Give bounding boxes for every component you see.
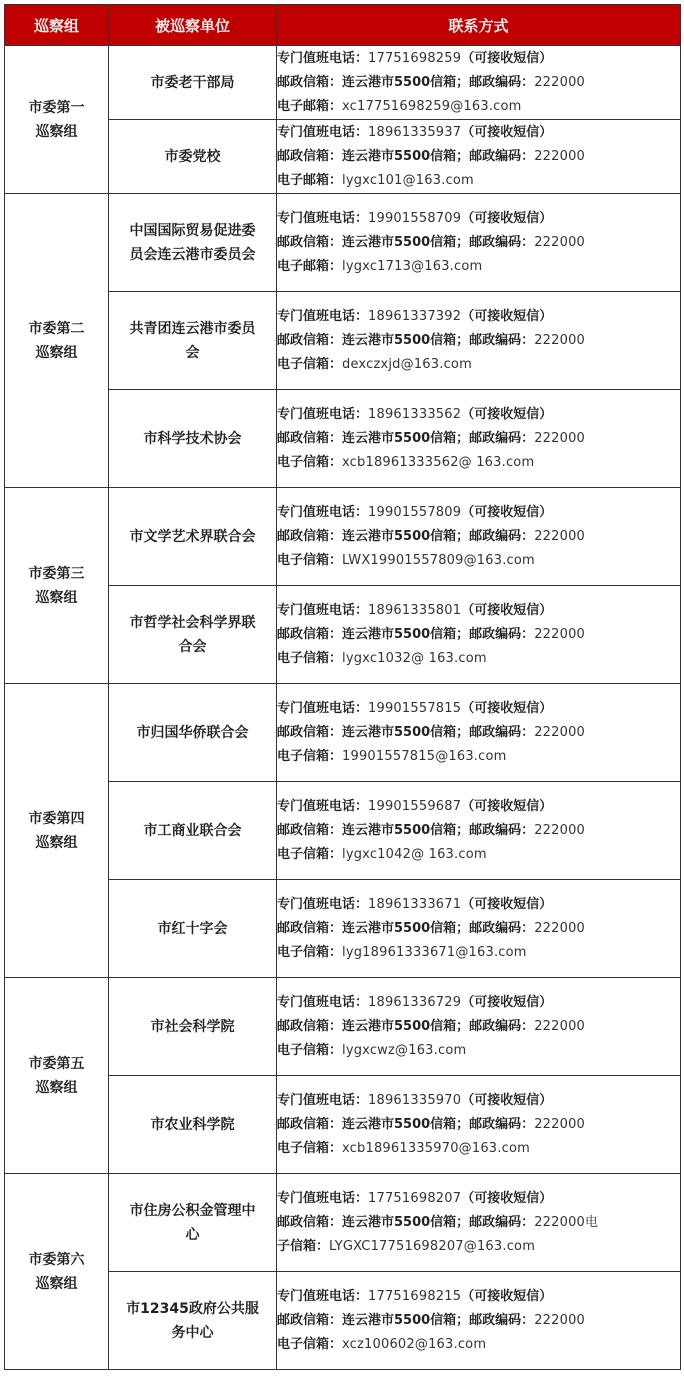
table-row bbox=[5, 194, 681, 292]
table-row bbox=[5, 46, 681, 120]
group-cell: 市委第二 巡察组 bbox=[5, 194, 109, 488]
unit-cell: 市12345政府公共服 务中心 bbox=[109, 1272, 277, 1370]
contact-cell: 专门值班电话：19901559687（可接收短信） 邮政信箱：连云港市5500信箱；邮政编码：222000 电子信箱：lygxc1042@ 163.com bbox=[277, 782, 681, 880]
header-group: 巡察组 bbox=[5, 5, 109, 46]
email-link[interactable]: xcb18961333562@ 163.com bbox=[342, 454, 535, 470]
unit-cell: 市委党校 bbox=[109, 120, 277, 194]
header-unit: 被巡察单位 bbox=[109, 5, 277, 46]
group-cell: 市委第一 巡察组 bbox=[5, 46, 109, 194]
contact-cell: 专门值班电话：17751698259（可接收短信） 邮政信箱：连云港市5500信箱；邮政编码：222000 电子邮箱：xc17751698259@163.com bbox=[277, 46, 681, 120]
header-contact: 联系方式 bbox=[277, 5, 681, 46]
group-cell: 市委第六 巡察组 bbox=[5, 1174, 109, 1370]
email-link[interactable]: lygxc1713@163.com bbox=[342, 258, 483, 274]
email-link[interactable]: lyg18961333671@163.com bbox=[342, 944, 527, 960]
email-link[interactable]: xc17751698259@163.com bbox=[342, 98, 522, 114]
email-link[interactable]: 19901557815@163.com bbox=[342, 748, 507, 764]
unit-cell: 市文学艺术界联合会 bbox=[109, 488, 277, 586]
contact-cell: 专门值班电话：17751698207（可接收短信） 邮政信箱：连云港市5500信箱；邮政编码：222000电 子信箱：LYGXC17751698207@163.com bbox=[277, 1174, 681, 1272]
unit-cell: 市归国华侨联合会 bbox=[109, 684, 277, 782]
contact-cell: 专门值班电话：18961335801（可接收短信） 邮政信箱：连云港市5500信箱；邮政编码：222000 电子信箱：lygxc1032@ 163.com bbox=[277, 586, 681, 684]
unit-cell: 市工商业联合会 bbox=[109, 782, 277, 880]
contact-cell: 专门值班电话：18961337392（可接收短信） 邮政信箱：连云港市5500信箱；邮政编码：222000 电子信箱：dexczxjd@163.com bbox=[277, 292, 681, 390]
contact-cell: 专门值班电话：18961333671（可接收短信） 邮政信箱：连云港市5500信箱；邮政编码：222000 电子信箱：lyg18961333671@163.com bbox=[277, 880, 681, 978]
email-link[interactable]: xcb18961335970@163.com bbox=[342, 1140, 530, 1156]
table-row bbox=[5, 684, 681, 782]
email-link[interactable]: lygxc101@163.com bbox=[342, 172, 474, 188]
contact-cell: 专门值班电话：18961333562（可接收短信） 邮政信箱：连云港市5500信箱；邮政编码：222000 电子信箱：xcb18961333562@ 163.com bbox=[277, 390, 681, 488]
email-link[interactable]: LWX19901557809@163.com bbox=[342, 552, 535, 568]
email-link[interactable]: lygxcwz@163.com bbox=[342, 1042, 467, 1058]
contact-cell: 专门值班电话：18961335970（可接收短信） 邮政信箱：连云港市5500信箱；邮政编码：222000 电子信箱：xcb18961335970@163.com bbox=[277, 1076, 681, 1174]
unit-cell: 市社会科学院 bbox=[109, 978, 277, 1076]
group-cell: 市委第三 巡察组 bbox=[5, 488, 109, 684]
unit-cell: 市委老干部局 bbox=[109, 46, 277, 120]
unit-cell: 市哲学社会科学界联 合会 bbox=[109, 586, 277, 684]
unit-cell: 中国国际贸易促进委 员会连云港市委员会 bbox=[109, 194, 277, 292]
contact-cell: 专门值班电话：17751698215（可接收短信） 邮政信箱：连云港市5500信箱；邮政编码：222000 电子信箱：xcz100602@163.com bbox=[277, 1272, 681, 1370]
contact-cell: 专门值班电话：19901557809（可接收短信） 邮政信箱：连云港市5500信箱；邮政编码：222000 电子信箱：LWX19901557809@163.com bbox=[277, 488, 681, 586]
email-link[interactable]: LYGXC17751698207@163.com bbox=[329, 1238, 536, 1254]
table-body bbox=[5, 46, 681, 1370]
unit-cell: 市红十字会 bbox=[109, 880, 277, 978]
email-link[interactable]: lygxc1032@ 163.com bbox=[342, 650, 487, 666]
group-cell: 市委第四 巡察组 bbox=[5, 684, 109, 978]
email-link[interactable]: dexczxjd@163.com bbox=[342, 356, 472, 372]
table-row bbox=[5, 1174, 681, 1272]
inspection-contact-table bbox=[4, 4, 681, 1370]
contact-cell: 专门值班电话：19901557815（可接收短信） 邮政信箱：连云港市5500信箱；邮政编码：222000 电子信箱：19901557815@163.com bbox=[277, 684, 681, 782]
unit-cell: 市住房公积金管理中 心 bbox=[109, 1174, 277, 1272]
email-link[interactable]: xcz100602@163.com bbox=[342, 1336, 487, 1352]
contact-cell: 专门值班电话：18961336729（可接收短信） 邮政信箱：连云港市5500信箱；邮政编码：222000 电子信箱：lygxcwz@163.com bbox=[277, 978, 681, 1076]
table-row bbox=[5, 978, 681, 1076]
unit-cell: 市科学技术协会 bbox=[109, 390, 277, 488]
unit-cell: 共青团连云港市委员 会 bbox=[109, 292, 277, 390]
table-header-row bbox=[5, 5, 681, 46]
group-cell: 市委第五 巡察组 bbox=[5, 978, 109, 1174]
email-link[interactable]: lygxc1042@ 163.com bbox=[342, 846, 487, 862]
unit-cell: 市农业科学院 bbox=[109, 1076, 277, 1174]
contact-cell: 专门值班电话：19901558709（可接收短信） 邮政信箱：连云港市5500信箱；邮政编码：222000 电子邮箱：lygxc1713@163.com bbox=[277, 194, 681, 292]
contact-cell: 专门值班电话：18961335937（可接收短信） 邮政信箱：连云港市5500信箱；邮政编码：222000 电子邮箱：lygxc101@163.com bbox=[277, 120, 681, 194]
table-row bbox=[5, 488, 681, 586]
